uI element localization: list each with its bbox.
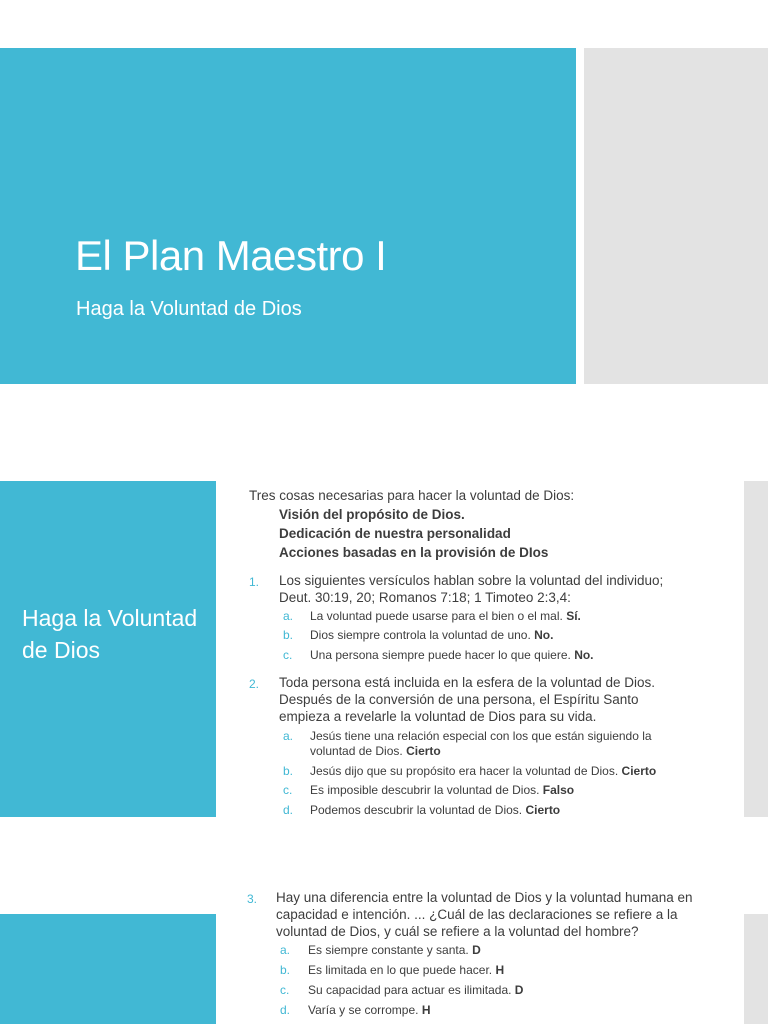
list-item: voluntad de Dios. Cierto — [310, 744, 441, 758]
item-letter: c. — [283, 783, 293, 797]
question-text: Deut. 30:19, 20; Romanos 7:18; 1 Timoteo 2:3,4: — [279, 590, 571, 605]
point-item: Acciones basadas en la provisión de DIos — [279, 545, 549, 560]
answer: H — [421, 1003, 431, 1017]
answer: No. — [534, 628, 554, 642]
answer: Sí. — [566, 609, 581, 623]
list-item: Dios siempre controla la voluntad de uno. No. — [310, 628, 554, 642]
slide2-side-title: Haga la Voluntad de Dios — [22, 605, 198, 663]
slide2-edge-panel — [744, 481, 768, 817]
question-text: Toda persona está incluida en la esfera de la voluntad de Dios. — [279, 675, 655, 690]
question-text: Los siguientes versículos hablan sobre la voluntad del individuo; — [279, 573, 664, 588]
item-letter: c. — [280, 983, 290, 997]
answer: Cierto — [406, 744, 441, 758]
list-item: Podemos descubrir la voluntad de Dios. Cierto — [310, 803, 561, 817]
answer: Falso — [542, 783, 575, 797]
answer: D — [472, 943, 481, 957]
list-item: Es limitada en lo que puede hacer. H — [308, 963, 505, 977]
question-number: 2. — [249, 677, 260, 691]
answer: D — [514, 983, 524, 997]
item-letter: b. — [283, 764, 294, 778]
item-letter: c. — [283, 648, 293, 662]
item-letter: b. — [283, 628, 294, 642]
item-letter: b. — [280, 963, 291, 977]
list-item: Su capacidad para actuar es ilimitada. D — [308, 983, 524, 997]
item-letter: a. — [283, 609, 294, 623]
question-number: 1. — [249, 575, 260, 589]
title-slide-side-panel — [584, 48, 768, 384]
answer: Cierto — [525, 803, 561, 817]
list-item: La voluntad puede usarse para el bien o el mal. Sí. — [310, 609, 581, 623]
list-item: Jesús dijo que su propósito era hacer la voluntad de Dios. Cierto — [310, 764, 657, 778]
point-item: Dedicación de nuestra personalidad — [279, 526, 511, 541]
question-text: Hay una diferencia entre la voluntad de Dios y la voluntad humana en — [276, 890, 693, 905]
slide3-title-panel — [0, 914, 216, 1024]
question-text: capacidad e intención. ... ¿Cuál de las declaraciones se refiere a la — [276, 907, 678, 922]
answer: No. — [574, 648, 594, 662]
point-item: Visión del propósito de Dios. — [279, 507, 465, 522]
list-item: Una persona siempre puede hacer lo que quiere. No. — [310, 648, 594, 662]
answer: Cierto — [621, 764, 657, 778]
intro-text: Tres cosas necesarias para hacer la voluntad de Dios: — [249, 488, 575, 503]
question-number: 3. — [247, 892, 258, 906]
slide3-edge-panel — [744, 914, 768, 1024]
answer: H — [495, 963, 505, 977]
question-text: empieza a revelarle la voluntad de Dios para su vida. — [279, 709, 597, 724]
question-text: Después de la conversión de una persona, el Espíritu Santo — [279, 692, 639, 707]
list-item: Varía y se corrompe. H — [308, 1003, 431, 1017]
item-letter: d. — [280, 1003, 291, 1017]
item-letter: d. — [283, 803, 294, 817]
title-slide-panel — [0, 48, 576, 384]
question-text: voluntad de Dios, y cuál se refiere a la voluntad del hombre? — [276, 924, 639, 939]
list-item: Es imposible descubrir la voluntad de Dios. Falso — [310, 783, 575, 797]
slide-title: El Plan Maestro I — [75, 232, 387, 279]
slide-subtitle: Haga la Voluntad de Dios — [76, 298, 302, 320]
item-letter: a. — [280, 943, 291, 957]
list-item: Jesús tiene una relación especial con los que están siguiendo la — [310, 729, 652, 743]
item-letter: a. — [283, 729, 294, 743]
list-item: Es siempre constante y santa. D — [308, 943, 481, 957]
